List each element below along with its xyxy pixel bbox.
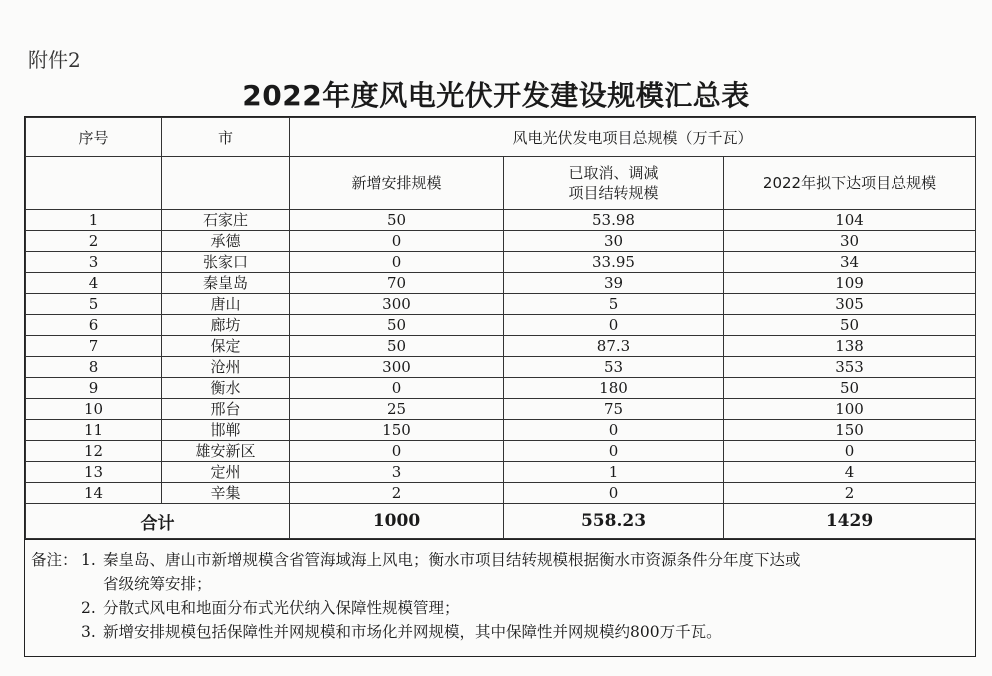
- cell-new: 300: [290, 294, 504, 315]
- cell-new: 300: [290, 357, 504, 378]
- cell-city: 沧州: [162, 357, 290, 378]
- header-row-2: [26, 157, 976, 210]
- cell-carried: 53.98: [504, 210, 724, 231]
- header-new-scale: 新增安排规模: [290, 157, 504, 210]
- note-3-text: 新增安排规模包括保障性并网规模和市场化并网规模，其中保障性并网规模约800万千瓦。: [103, 623, 722, 641]
- cell-new: 50: [290, 315, 504, 336]
- cell-seq: 3: [26, 252, 162, 273]
- cell-seq: 12: [26, 441, 162, 462]
- table-row: [26, 273, 976, 294]
- cell-seq: 8: [26, 357, 162, 378]
- note-1-continuation: 省级统筹安排；: [103, 575, 212, 593]
- header-city-blank: [162, 157, 290, 210]
- cell-total: 150: [724, 420, 976, 441]
- cell-carried: 0: [504, 420, 724, 441]
- total-new: 1000: [290, 504, 504, 539]
- cell-city: 邯郸: [162, 420, 290, 441]
- cell-new: 0: [290, 441, 504, 462]
- cell-new: 2: [290, 483, 504, 504]
- cell-seq: 14: [26, 483, 162, 504]
- cell-seq: 10: [26, 399, 162, 420]
- cell-city: 定州: [162, 462, 290, 483]
- table-body: [26, 210, 976, 504]
- cell-total: 305: [724, 294, 976, 315]
- cell-city: 唐山: [162, 294, 290, 315]
- cell-carried: 1: [504, 462, 724, 483]
- cell-city: 雄安新区: [162, 441, 290, 462]
- cell-city: 衡水: [162, 378, 290, 399]
- document-title: 2022年度风电光伏开发建设规模汇总表: [242, 79, 750, 112]
- attachment-label: 附件2: [28, 48, 81, 72]
- cell-new: 0: [290, 378, 504, 399]
- scale-table: [25, 117, 976, 539]
- table-row: [26, 252, 976, 273]
- note-2: [31, 596, 969, 620]
- note-2-text: 分散式风电和地面分布式光伏纳入保障性规模管理；: [103, 599, 460, 617]
- header-total-2022: 2022年拟下达项目总规模: [724, 157, 976, 210]
- table-row: [26, 483, 976, 504]
- header-city: 市: [162, 118, 290, 157]
- cell-total: 109: [724, 273, 976, 294]
- cell-total: 0: [724, 441, 976, 462]
- total-2022: 1429: [724, 504, 976, 539]
- cell-carried: 180: [504, 378, 724, 399]
- cell-city: 保定: [162, 336, 290, 357]
- cell-carried: 39: [504, 273, 724, 294]
- cell-new: 0: [290, 231, 504, 252]
- table-row: [26, 294, 976, 315]
- total-label: 合计: [26, 504, 290, 539]
- note-3: [31, 620, 969, 644]
- table-row: [26, 420, 976, 441]
- cell-city: 秦皇岛: [162, 273, 290, 294]
- table-row: [26, 336, 976, 357]
- note-1: [31, 548, 969, 572]
- cell-total: 353: [724, 357, 976, 378]
- cell-carried: 0: [504, 315, 724, 336]
- cell-new: 70: [290, 273, 504, 294]
- header-seq: 序号: [26, 118, 162, 157]
- cell-carried: 0: [504, 441, 724, 462]
- cell-total: 104: [724, 210, 976, 231]
- table-row: [26, 441, 976, 462]
- cell-new: 0: [290, 252, 504, 273]
- cell-seq: 1: [26, 210, 162, 231]
- cell-city: 邢台: [162, 399, 290, 420]
- cell-city: 承德: [162, 231, 290, 252]
- cell-seq: 13: [26, 462, 162, 483]
- cell-total: 4: [724, 462, 976, 483]
- cell-new: 3: [290, 462, 504, 483]
- notes-label: 备注：: [31, 551, 78, 569]
- notes-section: [25, 539, 975, 656]
- table-row: [26, 378, 976, 399]
- note-1-number: 1.: [81, 551, 96, 569]
- cell-total: 50: [724, 378, 976, 399]
- summary-sheet: [24, 116, 976, 657]
- cell-carried: 53: [504, 357, 724, 378]
- cell-seq: 2: [26, 231, 162, 252]
- table-row: [26, 231, 976, 252]
- header-group: 风电光伏发电项目总规模（万千瓦）: [290, 118, 976, 157]
- total-row: [26, 504, 976, 539]
- cell-carried: 75: [504, 399, 724, 420]
- cell-city: 石家庄: [162, 210, 290, 231]
- cell-new: 50: [290, 210, 504, 231]
- cell-new: 25: [290, 399, 504, 420]
- table-row: [26, 357, 976, 378]
- cell-city: 廊坊: [162, 315, 290, 336]
- table-row: [26, 210, 976, 231]
- cell-total: 138: [724, 336, 976, 357]
- cell-carried: 30: [504, 231, 724, 252]
- cell-carried: 5: [504, 294, 724, 315]
- cell-carried: 33.95: [504, 252, 724, 273]
- header-cancelled-line1: 已取消、调减: [568, 164, 659, 182]
- cell-new: 150: [290, 420, 504, 441]
- cell-new: 50: [290, 336, 504, 357]
- cell-total: 34: [724, 252, 976, 273]
- cell-seq: 4: [26, 273, 162, 294]
- cell-seq: 6: [26, 315, 162, 336]
- cell-seq: 11: [26, 420, 162, 441]
- cell-city: 辛集: [162, 483, 290, 504]
- header-row-1: [26, 118, 976, 157]
- cell-city: 张家口: [162, 252, 290, 273]
- header-seq-blank: [26, 157, 162, 210]
- note-3-number: 3.: [81, 623, 96, 641]
- cell-seq: 5: [26, 294, 162, 315]
- total-carried: 558.23: [504, 504, 724, 539]
- header-cancelled: [504, 157, 724, 210]
- cell-carried: 87.3: [504, 336, 724, 357]
- cell-total: 100: [724, 399, 976, 420]
- cell-seq: 9: [26, 378, 162, 399]
- table-row: [26, 462, 976, 483]
- cell-total: 50: [724, 315, 976, 336]
- cell-carried: 0: [504, 483, 724, 504]
- note-1-text: 秦皇岛、唐山市新增规模含省管海域海上风电；衡水市项目结转规模根据衡水市资源条件分年度下达或: [103, 551, 801, 569]
- table-row: [26, 399, 976, 420]
- cell-total: 30: [724, 231, 976, 252]
- cell-total: 2: [724, 483, 976, 504]
- table-row: [26, 315, 976, 336]
- header-cancelled-line2: 项目结转规模: [568, 184, 659, 202]
- cell-seq: 7: [26, 336, 162, 357]
- note-2-number: 2.: [81, 599, 96, 617]
